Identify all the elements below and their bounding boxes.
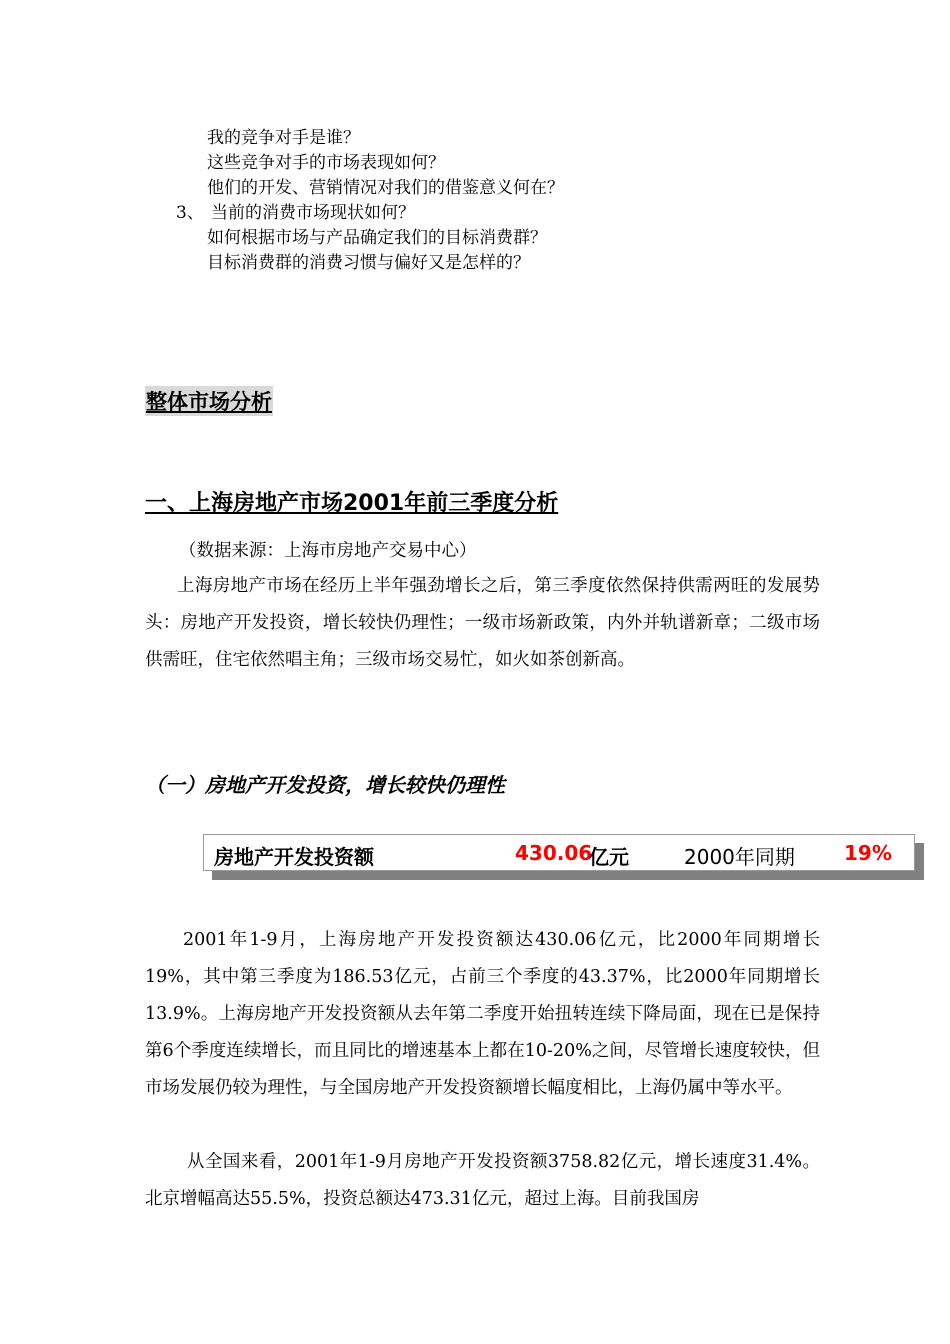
- national-comparison-paragraph: 从全国来看，2001年1-9月房地产开发投资额3758.82亿元，增长速度31.4%。北京增幅高达55.5%，投资总额达473.31亿元，超过上海。目前我国房: [145, 1152, 820, 1209]
- question-competitor-performance: 这些竞争对手的市场表现如何？: [207, 153, 445, 173]
- part-one-title: 一、上海房地产市场2001年前三季度分析: [145, 491, 559, 516]
- investment-paragraph: 2001年1-9月，上海房地产开发投资额达430.06亿元，比2000年同期增长19%，其中第三季度为186.53亿元，占前三个季度的43.37%，比2000年同期增长13.9%。上海房地产开发投资额从去年第二季度开始扭转连续下降局面，现在已是保持第6个季度连续增长，而且同比的增速基本上都在10-20%之间，尽管增长速度较快，但市场发展仍较为理性，与全国房地产开发投资额增长幅度相比，上海仍属中等水平。: [145, 930, 820, 1098]
- stat-label: 房地产开发投资额: [214, 845, 374, 869]
- question-competitors: 我的竞争对手是谁？: [207, 128, 360, 148]
- intro-paragraph: 上海房地产市场在经历上半年强劲增长之后，第三季度依然保持供需两旺的发展势头：房地产开发投资，增长较快仍理性；一级市场新政策，内外并轨谱新章；二级市场供需旺，住宅依然唱主角；三级市场交易忙，如火如茶创新高。: [145, 576, 820, 670]
- list-item-3-text: 当前的消费市场现状如何？: [211, 203, 415, 223]
- question-reference-value: 他们的开发、营销情况对我们的借鉴意义何在？: [207, 178, 564, 198]
- question-target-group: 如何根据市场与产品确定我们的目标消费群？: [207, 228, 547, 248]
- subsection-title: （一）房地产开发投资，增长较快仍理性: [145, 773, 505, 797]
- list-item-3-number: 3、: [176, 203, 204, 223]
- data-source-note: （数据来源：上海市房地产交易中心）: [179, 541, 477, 561]
- stat-compare-label: 2000年同期: [684, 845, 795, 869]
- stat-value: 430.06: [515, 841, 593, 865]
- stat-growth: 19%: [844, 841, 892, 865]
- stat-unit: 亿元: [589, 845, 629, 869]
- investment-stat-box: [203, 834, 915, 871]
- question-consumer-habits: 目标消费群的消费习惯与偏好又是怎样的？: [207, 253, 530, 273]
- section-title: 整体市场分析: [145, 386, 273, 416]
